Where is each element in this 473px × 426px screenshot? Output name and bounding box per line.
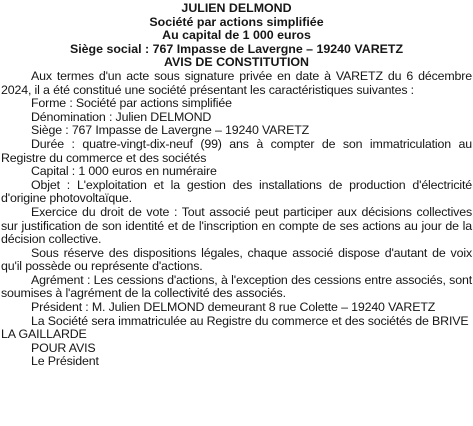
paragraph-pour-avis: POUR AVIS xyxy=(31,340,96,355)
company-form: Société par actions simplifiée xyxy=(149,14,324,29)
paragraph-intro: Aux termes d'un acte sous signature privée en date à VARETZ du 6 décembre 2024, il a été constitué une société présentant les caractéristiques suivantes : xyxy=(1,68,472,97)
paragraph-capital: Capital : 1 000 euros en numéraire xyxy=(31,164,217,179)
company-name: JULIEN DELMOND xyxy=(181,1,292,15)
paragraph-voix: Sous réserve des dispositions légales, chaque associé dispose d'autant de voix qu'il possède ou représente d'actions. xyxy=(1,245,472,274)
paragraph-duree: Durée : quatre-vingt-dix-neuf (99) ans à compter de son immatriculation au Registre du commerce et des sociétés xyxy=(1,136,472,165)
company-capital: Au capital de 1 000 euros xyxy=(162,28,311,43)
paragraph-siege: Siège : 767 Impasse de Lavergne – 19240 VARETZ xyxy=(31,123,310,138)
paragraph-president: Président : M. Julien DELMOND demeurant 8 rue Colette – 19240 VARETZ xyxy=(31,300,436,315)
registered-office: Siège social : 767 Impasse de Lavergne – 19240 VARETZ xyxy=(69,41,404,56)
notice-header xyxy=(1,2,472,70)
paragraph-forme: Forme : Société par actions simplifiée xyxy=(31,96,232,111)
notice-type: AVIS DE CONSTITUTION xyxy=(163,55,310,70)
paragraph-agrement: Agrément : Les cessions d'actions, à l'exception des cessions entre associés, sont soumises à l'agrément de la collectivité des associés. xyxy=(1,272,472,301)
paragraph-immatriculation: La Société sera immatriculée au Registre du commerce et des sociétés de BRIVE LA GAILLARDE xyxy=(1,313,469,342)
notice-body xyxy=(1,70,472,369)
paragraph-signature: Le Président xyxy=(31,354,99,369)
paragraph-objet: Objet : L'exploitation et la gestion des installations de production d'électricité d'origine photovoltaïque. xyxy=(1,177,472,206)
paragraph-droit-de-vote: Exercice du droit de vote : Tout associé peut participer aux décisions collectives sur justification de son identité et de l'inscription en compte de ses actions au jour de la décision collective. xyxy=(1,204,472,247)
paragraph-denomination: Dénomination : Julien DELMOND xyxy=(31,109,212,124)
